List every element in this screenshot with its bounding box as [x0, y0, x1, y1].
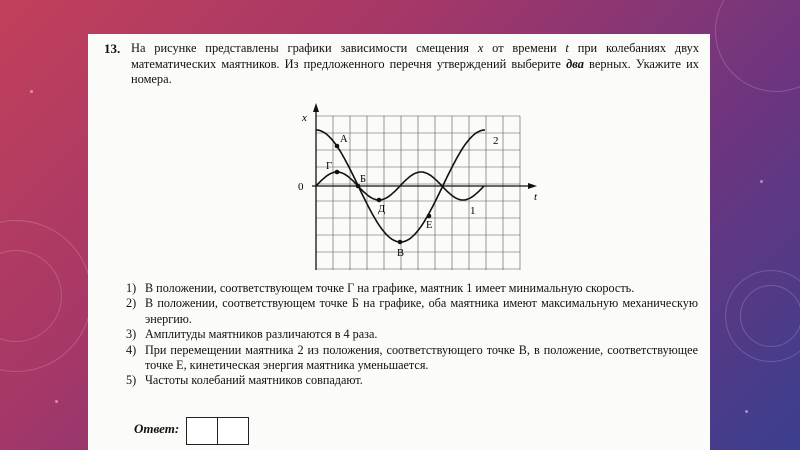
decor-circle [740, 285, 800, 347]
option-number: 4) [126, 342, 137, 357]
var-x: x [477, 41, 484, 55]
answer-box-1[interactable] [186, 417, 218, 445]
option-item [126, 373, 698, 388]
point-D-label: Д [378, 204, 386, 215]
point-G [335, 170, 340, 175]
option-text: В положении, соответствующем точке Б на графике, оба маятника имеют максимальную механическую энергию. [145, 296, 698, 326]
x-axis-label: x [302, 112, 307, 124]
task-sheet [88, 34, 710, 450]
option-text: Частоты колебаний маятников совпадают. [145, 373, 363, 388]
option-item [126, 327, 698, 342]
t-axis-arrow [528, 183, 537, 189]
emphasis-two: два [566, 56, 584, 71]
option-item [126, 281, 698, 296]
point-E-label: Е [426, 220, 433, 231]
question-text [131, 41, 699, 88]
question-text-part: от времени [483, 41, 566, 55]
point-V [398, 240, 403, 245]
options-list [126, 281, 698, 389]
var-t: t [565, 41, 569, 55]
question-text-part: при колебаниях двух математических маятников. Из предложенного перечня утверждений выберите [131, 41, 700, 71]
curve-2-label: 2 [493, 135, 499, 147]
question-text-part: На рисунке представлены графики зависимости смещения [131, 41, 478, 55]
option-item [126, 343, 698, 374]
question-number: 13. [104, 41, 121, 56]
option-number: 3) [126, 327, 137, 342]
t-axis-label: t [534, 191, 538, 203]
option-number: 1) [126, 281, 137, 295]
option-item [126, 296, 698, 327]
option-number: 5) [126, 373, 137, 388]
decor-dot [55, 400, 58, 403]
decor-dot [30, 90, 33, 93]
point-G-label: Г [326, 161, 333, 172]
option-text: Амплитуды маятников различаются в 4 раза. [145, 327, 378, 342]
point-B-label: Б [360, 174, 367, 185]
point-D [377, 198, 382, 203]
x-axis-arrow [313, 103, 319, 112]
answer-box-2[interactable] [217, 417, 249, 445]
answer-label: Ответ: [134, 421, 180, 436]
curve-1-label: 1 [470, 205, 476, 217]
option-text: В положении, соответствующем точке Г на графике, маятник 1 имеет минимальную скорость. [145, 281, 635, 295]
origin-label: 0 [298, 181, 304, 193]
decor-circle [715, 0, 800, 92]
oscillation-graph [288, 102, 548, 278]
option-text: При перемещении маятника 2 из положения, соответствующего точке В, в положение, соответствующее точке Е, кинетическая энергия маятника уменьшается. [145, 342, 698, 373]
point-A [335, 144, 340, 149]
point-E [427, 214, 432, 219]
option-number: 2) [126, 296, 137, 311]
point-V-label: В [397, 248, 405, 259]
point-A-label: А [340, 134, 348, 145]
decor-dot [760, 180, 763, 183]
answer-boxes [186, 417, 248, 445]
question-text-part: верных. Укажите их номера. [131, 56, 699, 87]
decor-dot [745, 410, 748, 413]
